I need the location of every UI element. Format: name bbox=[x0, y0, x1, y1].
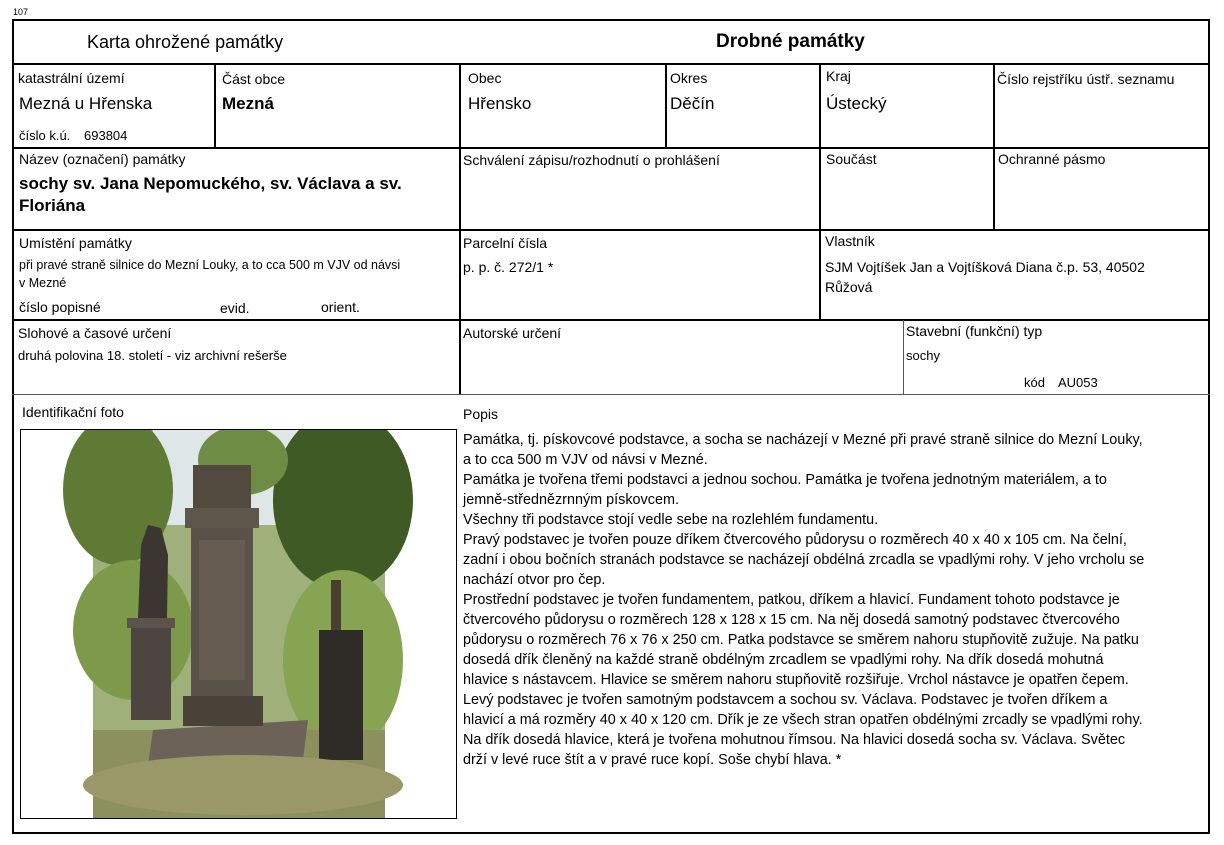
municipality-part-value: Mezná bbox=[222, 94, 274, 113]
divider-row3 bbox=[12, 319, 1210, 321]
description-line: čtvercového půdorysu o rozměrech 128 x 128 x 15 cm. Na něj dosedá samotný podstavec čtvercového bbox=[463, 612, 1120, 628]
description-line: Všechny tři podstavce stojí vedle sebe na rozlehlém fundamentu. bbox=[463, 512, 879, 528]
divider-header bbox=[12, 63, 1210, 65]
region-label: Kraj bbox=[826, 68, 851, 84]
protection-zone-label: Ochranné pásmo bbox=[998, 151, 1106, 167]
divider-row4 bbox=[12, 394, 1210, 395]
cadastral-code-value: 693804 bbox=[84, 128, 128, 143]
divider-v6 bbox=[903, 320, 904, 394]
code-label: kód bbox=[1024, 375, 1045, 390]
location-value-line2: v Mezné bbox=[19, 276, 67, 290]
approval-label: Schválení zápisu/rozhodnutí o prohlášení bbox=[463, 152, 720, 168]
building-type-value: sochy bbox=[906, 348, 940, 363]
name-value-line1: sochy sv. Jana Nepomuckého, sv. Václava a sv. bbox=[19, 174, 402, 193]
cadastral-label: katastrální území bbox=[18, 70, 125, 86]
orient-label: orient. bbox=[321, 299, 360, 315]
divider-v2 bbox=[459, 64, 461, 394]
description-line: Na dřík dosedá hlavice, která je tvořena mohutnou římsou. Na hlavici dosedá socha sv. Václava. Světec bbox=[463, 732, 1126, 748]
register-label: Číslo rejstříku ústř. seznamu bbox=[997, 71, 1175, 87]
owner-value-line1: SJM Vojtíšek Jan a Vojtíšková Diana č.p. 53, 40502 bbox=[825, 259, 1145, 275]
description-text bbox=[463, 430, 1188, 770]
description-line: dosedá dřík členěný na každé straně obdélným zrcadlem se vpadlými rohy. Na dřík dosedá mohutná bbox=[463, 652, 1104, 668]
divider-v1 bbox=[214, 64, 216, 147]
name-label: Název (označení) památky bbox=[19, 151, 186, 167]
description-line: drží v levé ruce štít a v pravé ruce kopí. Soše chybí hlava. * bbox=[463, 752, 842, 768]
parcel-value: p. p. č. 272/1 * bbox=[463, 259, 554, 275]
house-number-label: číslo popisné bbox=[19, 299, 101, 315]
author-label: Autorské určení bbox=[463, 325, 562, 341]
municipality-value: Hřensko bbox=[468, 94, 532, 113]
name-value-line2: Floriána bbox=[19, 196, 86, 215]
description-line: Památka, tj. pískovcové podstavce, a socha se nacházejí v Mezné při pravé straně silnice do Mezní Louky, bbox=[463, 432, 1143, 448]
description-line: a to cca 500 m VJV od návsi v Mezné. bbox=[463, 452, 708, 468]
parcel-label: Parcelní čísla bbox=[463, 235, 548, 251]
cadastral-code-label: číslo k.ú. bbox=[19, 128, 71, 143]
divider-v3 bbox=[665, 64, 667, 147]
category-title: Drobné památky bbox=[716, 31, 865, 52]
style-value: druhá polovina 18. století - viz archivní rešerše bbox=[18, 348, 287, 363]
description-line: Pravý podstavec je tvořen pouze dříkem čtvercového půdorysu o rozměrech 40 x 40 x 105 cm. Na čelní, bbox=[463, 532, 1127, 548]
component-label: Součást bbox=[826, 151, 877, 167]
description-line: půdorysu o rozměrech 76 x 76 x 250 cm. Patka podstavce se směrem nahoru stupňovitě zužuje. Na patku bbox=[463, 632, 1139, 648]
description-label: Popis bbox=[463, 406, 499, 422]
district-value: Děčín bbox=[670, 94, 715, 113]
description-line: Prostřední podstavec je tvořen fundamentem, patkou, dříkem a hlavicí. Fundament tohoto podstavce je bbox=[463, 592, 1120, 608]
description-line: Památka je tvořena třemi podstavci a jednou sochou. Památka je tvořena jednotným materiálem, a to bbox=[463, 472, 1107, 488]
divider-v4 bbox=[819, 64, 821, 319]
photo-label: Identifikační foto bbox=[22, 404, 124, 420]
building-type-label: Stavební (funkční) typ bbox=[906, 323, 1043, 339]
evid-label: evid. bbox=[220, 300, 250, 316]
owner-label: Vlastník bbox=[825, 233, 875, 249]
cadastral-value: Mezná u Hřenska bbox=[19, 94, 153, 113]
location-value-line1: při pravé straně silnice do Mezní Louky, a to cca 500 m VJV od návsi bbox=[19, 258, 401, 272]
description-line: Levý podstavec je tvořen samotným podstavcem a sochou sv. Václava. Podstavec je tvořen dříkem a bbox=[463, 692, 1108, 708]
card-title: Karta ohrožené památky bbox=[87, 32, 284, 52]
description-line: zadní i obou bočních stranách podstavce se nacházejí obdélná zrcadla se vpadlými rohy. V jeho vrcholu se bbox=[463, 552, 1145, 568]
description-line: jemně-střednězrnným pískovcem. bbox=[463, 492, 679, 508]
owner-value-line2: Růžová bbox=[825, 279, 873, 295]
page-number: 107 bbox=[13, 7, 29, 17]
district-label: Okres bbox=[670, 70, 708, 86]
description-line: nachází otvor pro čep. bbox=[463, 572, 606, 588]
location-label: Umístění památky bbox=[19, 235, 132, 251]
region-value: Ústecký bbox=[826, 94, 887, 113]
divider-row1 bbox=[12, 147, 1210, 149]
identification-photo bbox=[21, 430, 456, 818]
style-label: Slohové a časové určení bbox=[18, 325, 172, 341]
description-line: hlavicí a má rozměry 40 x 40 x 120 cm. Dřík je ze všech stran opatřen obdélnými zrcadly se vpadlými rohy. bbox=[463, 712, 1143, 728]
divider-row2 bbox=[12, 229, 1210, 231]
municipality-label: Obec bbox=[468, 70, 502, 86]
description-line: hlavice s nástavcem. Hlavice se směrem nahoru stupňovitě rozšiřuje. Vrchol nástavce je opatřen čepem. bbox=[463, 672, 1129, 688]
municipality-part-label: Část obce bbox=[222, 71, 286, 87]
identification-photo-frame bbox=[20, 429, 457, 819]
divider-v5 bbox=[993, 64, 995, 229]
code-value: AU053 bbox=[1058, 375, 1098, 390]
